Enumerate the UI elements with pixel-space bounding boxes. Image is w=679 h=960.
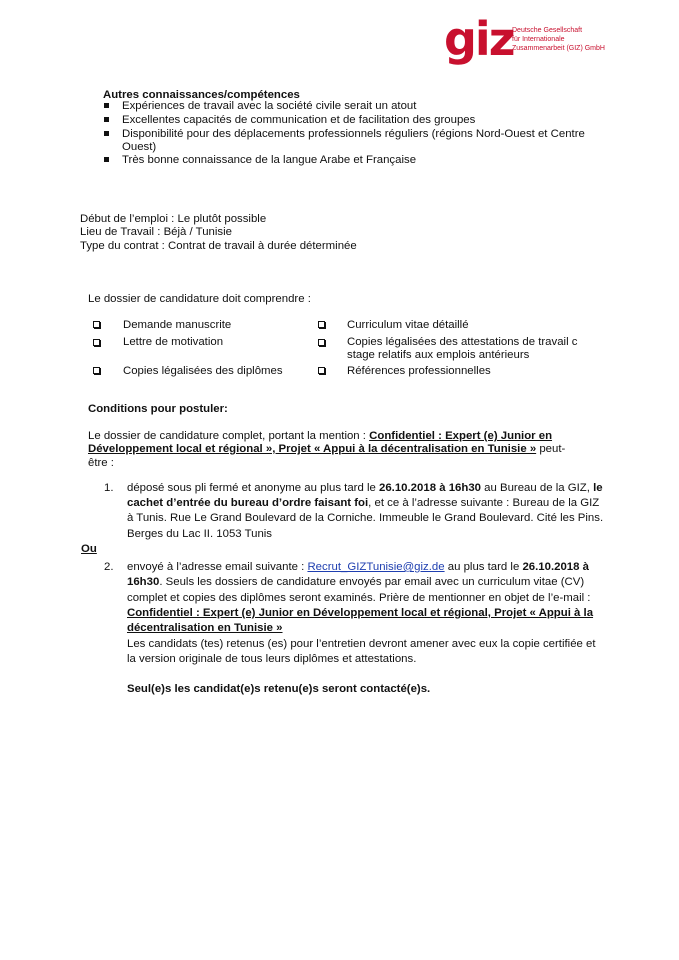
dossier-item-continued: stage relatifs aux emplois antérieurs: [347, 349, 530, 361]
dossier-item: Références professionnelles: [347, 365, 491, 377]
dossier-intro: Le dossier de candidature doit comprendre :: [88, 293, 311, 305]
item2-line5: décentralisation en Tunisie »: [127, 622, 283, 634]
dossier-item: Copies légalisées des diplômes: [123, 365, 283, 377]
checkbox-icon: [93, 339, 100, 346]
dossier-item: Lettre de motivation: [123, 336, 224, 348]
item1-line1: déposé sous pli fermé et anonyme au plus tard le 26.10.2018 à 16h30 au Bureau de la GIZ, le: [127, 482, 603, 494]
item2-line2: 16h30. Seuls les dossiers de candidature envoyés par email avec un curriculum vitae (CV): [127, 576, 585, 588]
item1-line2: cachet d’entrée du bureau d’ordre faisant foi, et ce à l’adresse suivante : Bureau de la GIZ: [127, 497, 600, 509]
skill-item: Excellentes capacités de communication et de facilitation des groupes: [122, 114, 476, 126]
skill-item: Disponibilité pour des déplacements professionnels réguliers (régions Nord-Ouest et Centre: [122, 128, 585, 140]
skill-item-continued: Ouest): [122, 141, 157, 153]
checkbox-icon: [93, 367, 100, 374]
conditions-paragraph-line1: Le dossier de candidature complet, portant la mention : Confidentiel : Expert (e) Junior en: [88, 430, 553, 442]
item2-line4: Confidentiel : Expert (e) Junior en Développement local et régional, Projet « Appui à la: [127, 607, 594, 619]
checkbox-icon: [318, 367, 325, 374]
conditions-heading: Conditions pour postuler:: [88, 403, 228, 415]
giz-logo: [444, 12, 674, 68]
item1-line3: à Tunis. Rue Le Grand Boulevard de la Corniche. Immeuble le Grand Boulevard. Cité les Pins.: [127, 512, 604, 524]
item1-line4: Berges du Lac II. 1053 Tunis: [127, 528, 273, 540]
job-contract: Type du contrat : Contrat de travail à durée déterminée: [80, 240, 357, 252]
checkbox-icon: [318, 339, 325, 346]
skill-item: Très bonne connaissance de la langue Arabe et Française: [122, 154, 417, 166]
checkbox-icon: [318, 321, 325, 328]
bullet-icon: [104, 157, 109, 162]
giz-logo-mark: giz: [444, 12, 514, 66]
item2-line3: complet et copies des diplômes seront examinés. Prière de mentionner en objet de l’e-mail :: [127, 592, 591, 604]
skill-item: Expériences de travail avec la société civile serait un atout: [122, 100, 417, 112]
bullet-icon: [104, 103, 109, 108]
skills-heading: Autres connaissances/compétences: [103, 89, 300, 101]
email-link[interactable]: Recrut_GIZTunisie@giz.de: [307, 561, 445, 573]
checkbox-icon: [93, 321, 100, 328]
dossier-item: Copies légalisées des attestations de travail c: [347, 336, 578, 348]
bullet-icon: [104, 117, 109, 122]
bullet-icon: [104, 131, 109, 136]
job-location: Lieu de Travail : Béjà / Tunisie: [80, 226, 232, 238]
item2-line1: envoyé à l’adresse email suivante : Recrut_GIZTunisie@giz.de au plus tard le 26.10.2018 à: [127, 561, 589, 573]
item2-line7: la version originale de tous leurs diplômes et attestations.: [127, 653, 417, 665]
giz-logo-tagline: Deutsche Gesellschaft für Internationale Zusammenarbeit (GIZ) GmbH: [512, 27, 605, 52]
dossier-item: Curriculum vitae détaillé: [347, 319, 469, 331]
list-number: 1.: [104, 482, 114, 494]
conditions-paragraph-line2: Développement local et régional », Projet « Appui à la décentralisation en Tunisie » peut-: [88, 443, 566, 455]
conditions-paragraph-line3: être :: [88, 457, 114, 469]
item2-line6: Les candidats (tes) retenus (es) pour l’entretien devront amener avec eux la copie certifiée et: [127, 638, 596, 650]
job-start: Début de l’emploi : Le plutôt possible: [80, 213, 267, 225]
ou-label: Ou: [81, 543, 97, 555]
list-number: 2.: [104, 561, 114, 573]
dossier-item: Demande manuscrite: [123, 319, 232, 331]
final-note: Seul(e)s les candidat(e)s retenu(e)s seront contacté(e)s.: [127, 683, 431, 695]
